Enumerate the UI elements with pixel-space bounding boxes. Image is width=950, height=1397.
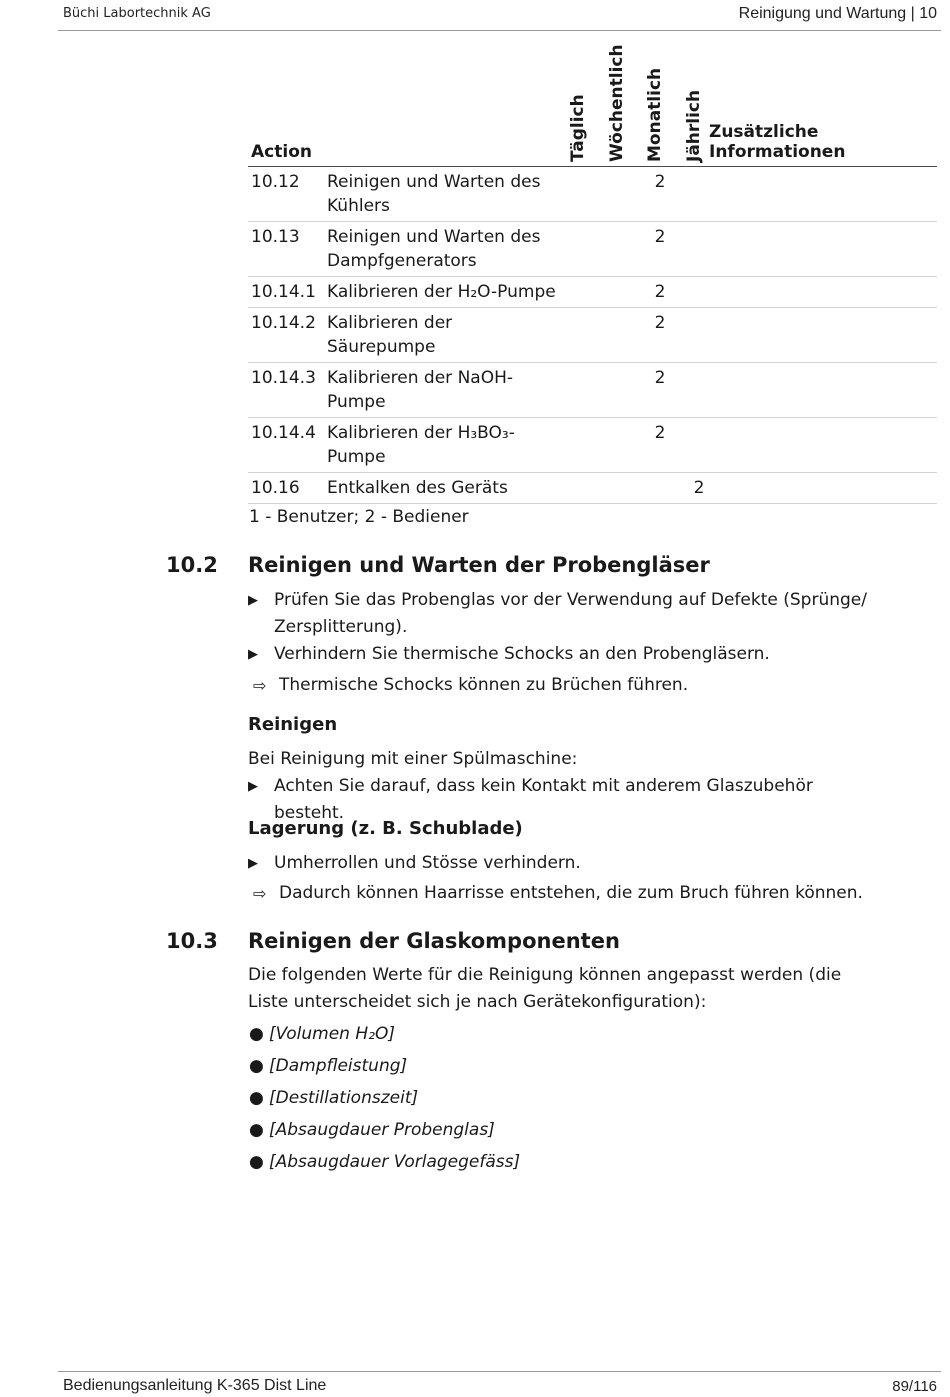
list-item [248,1085,418,1112]
result-text: Thermische Schocks können zu Brüchen führen. [279,675,689,695]
table-row [248,277,937,308]
maintenance-table [248,44,937,504]
section-intro: Die folgenden Werte für die Reinigung können angepasst werden (die Liste unterscheidet sich je nach Gerätekonfiguration): [248,965,842,1012]
cell-monthly: 2 [654,423,666,443]
bullet-dot-icon: ● [249,1152,264,1172]
triangle-bullet-icon: ▶ [248,647,258,662]
cell-yearly: 2 [693,478,705,498]
instruction-step-text: Achten Sie darauf, dass kein Kontakt mit anderem Glaszubehör besteht. [274,776,813,823]
cleaning-intro: Bei Reinigung mit einer Spülmaschine: [248,749,578,769]
bullet-dot-icon: ● [249,1024,264,1044]
row-action: Reinigen und Warten des Dampfgenerators [327,227,541,271]
cell-monthly: 2 [654,227,666,247]
row-action: Kalibrieren der Säurepumpe [327,313,453,357]
bullet-dot-icon: ● [249,1088,264,1108]
section-number: 10.2 [166,553,218,577]
column-header-daily-label: Täglich [568,94,588,162]
list-item-text: [Volumen H₂O] [269,1024,395,1044]
cell-monthly: 2 [654,172,666,192]
list-item [248,1149,520,1176]
instruction-step [248,641,868,668]
list-item [248,1117,495,1144]
list-item [248,1021,395,1048]
list-item [248,1053,407,1080]
row-number: 10.13 [251,227,300,247]
triangle-bullet-icon: ▶ [248,779,258,794]
list-item-text: [Absaugdauer Vorlagegefäss] [269,1152,521,1172]
instruction-step [248,587,868,641]
table-row [248,222,937,277]
column-header-action: Action [251,142,312,162]
row-action: Reinigen und Warten des Kühlers [327,172,541,216]
footer-divider [58,1371,941,1372]
row-action: Kalibrieren der H₃BO₃-Pumpe [327,423,515,467]
section-title: Reinigen der Glaskomponenten [248,929,620,953]
table-row [248,363,937,418]
table-header [248,44,937,167]
cell-monthly: 2 [654,313,666,333]
header-chapter: Reinigung und Wartung | 10 [738,5,937,22]
row-number: 10.14.3 [251,368,316,388]
table-row [248,167,937,222]
table-row [248,473,937,504]
column-header-weekly-label: Wöchentlich [607,44,627,162]
column-header-info: Zusätzliche Informationen [709,122,846,162]
list-item-text: [Destillationszeit] [269,1088,419,1108]
column-header-yearly-label: Jährlich [684,89,704,162]
section-number: 10.3 [166,929,218,953]
cell-monthly: 2 [654,282,666,302]
row-action: Kalibrieren der NaOH-Pumpe [327,368,514,412]
instruction-step-text: Umherrollen und Stösse verhindern. [274,853,581,873]
list-item-text: [Absaugdauer Probenglas] [269,1120,495,1140]
bullet-dot-icon: ● [249,1056,264,1076]
result-text: Dadurch können Haarrisse entstehen, die zum Bruch führen können. [279,883,863,903]
row-number: 10.14.1 [251,282,316,302]
column-header-weekly [605,44,629,162]
cell-monthly: 2 [654,368,666,388]
list-item-text: [Dampfleistung] [269,1056,408,1076]
row-number: 10.14.2 [251,313,316,333]
row-number: 10.12 [251,172,300,192]
instruction-step [248,850,868,877]
section-title: Reinigen und Warten der Probengläser [248,553,710,577]
row-action: Kalibrieren der H₂O-Pumpe [327,282,556,302]
result-line [253,672,688,699]
table-row [248,418,937,473]
row-action: Entkalken des Geräts [327,478,508,498]
result-arrow-icon: ⇨ [253,676,267,695]
triangle-bullet-icon: ▶ [248,856,258,871]
column-header-yearly [682,50,706,162]
page-number: 89/116 [892,1378,937,1395]
subheading-storage: Lagerung (z. B. Schublade) [248,818,523,839]
header-divider [58,30,941,31]
bullet-dot-icon: ● [249,1120,264,1140]
header-company: Büchi Labortechnik AG [63,6,211,21]
row-number: 10.14.4 [251,423,316,443]
footer-manual-title: Bedienungsanleitung K-365 Dist Line [63,1377,327,1394]
result-line [253,880,863,907]
column-header-monthly [643,50,667,162]
table-row [248,308,937,363]
triangle-bullet-icon: ▶ [248,593,258,608]
table-legend: 1 - Benutzer; 2 - Bediener [249,507,469,527]
subheading-cleaning: Reinigen [248,714,338,735]
column-header-daily [566,50,590,162]
column-header-monthly-label: Monatlich [645,67,665,162]
row-number: 10.16 [251,478,300,498]
instruction-step-text: Verhindern Sie thermische Schocks an den Probengläsern. [274,644,770,664]
instruction-step-text: Prüfen Sie das Probenglas vor der Verwendung auf Defekte (Sprünge/ Zersplitterung). [274,590,867,637]
result-arrow-icon: ⇨ [253,884,267,903]
